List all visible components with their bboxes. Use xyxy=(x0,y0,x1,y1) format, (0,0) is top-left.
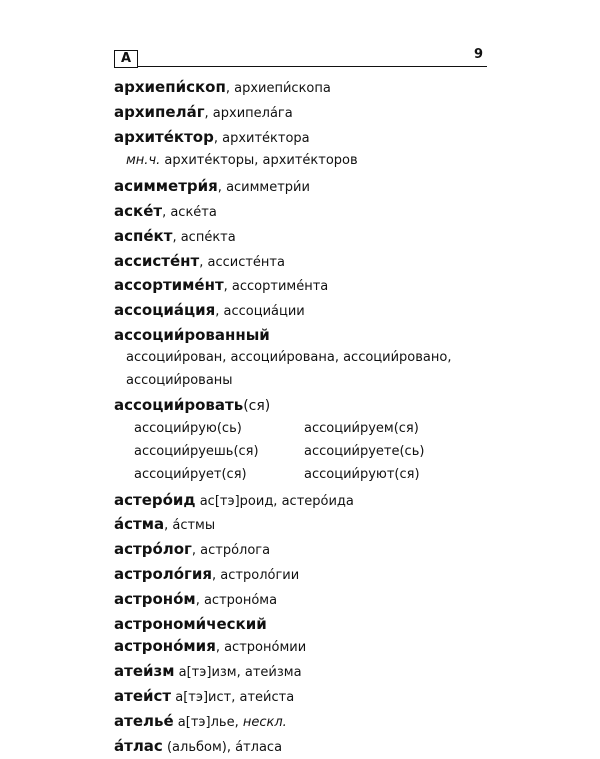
entry: астроло́гия, астроло́гии xyxy=(114,564,300,583)
forms: ассисте́нта xyxy=(207,254,285,270)
entry: асимметри́я, асимметри́и xyxy=(114,177,310,196)
headword: атеи́зм xyxy=(114,662,175,681)
forms: архипела́га xyxy=(212,105,293,121)
headword: архиепи́скоп xyxy=(114,78,226,96)
entry: ассоциа́ция, ассоциа́ции xyxy=(114,301,305,320)
forms: асимметри́и xyxy=(226,180,310,196)
section-letter-box: А xyxy=(114,50,138,68)
transcription: а[тэ]лье, xyxy=(177,714,239,730)
headword: асимметри́я xyxy=(114,177,218,196)
entry xyxy=(114,324,494,347)
forms: аске́та xyxy=(170,204,217,220)
forms: астроно́ма xyxy=(203,592,278,608)
headword: астеро́ид xyxy=(114,490,196,509)
conjugation-table xyxy=(114,418,494,486)
headword: а́стма xyxy=(114,515,165,534)
entry xyxy=(114,685,494,710)
headword: ассоции́рованный xyxy=(114,325,270,344)
entry xyxy=(114,710,494,735)
forms: а́тласа xyxy=(235,739,283,755)
page-number: 9 xyxy=(474,47,484,62)
entry: астроно́мия, астроно́мии xyxy=(114,637,307,656)
entry: аске́т, аске́та xyxy=(114,201,217,220)
entry xyxy=(114,735,494,759)
forms: архиепи́скопа xyxy=(234,81,331,96)
transcription: а[тэ]изм, xyxy=(178,665,241,681)
transcription: ас[тэ]роид, xyxy=(199,493,278,509)
headword: астро́лог xyxy=(114,540,192,559)
conjugation-form: ассоции́руем(ся) xyxy=(304,421,419,437)
headword: архипела́г xyxy=(114,102,205,121)
headword: ассоциа́ция xyxy=(114,301,216,320)
forms: а́стмы xyxy=(172,518,216,534)
conjugation-form: ассоции́руешь(ся) xyxy=(134,443,259,459)
headword: астроно́мия xyxy=(114,637,216,656)
headword: астроно́м xyxy=(114,589,196,608)
entry: ассисте́нт, ассисте́нта xyxy=(114,251,285,270)
forms: астеро́ида xyxy=(281,493,354,509)
gloss: (альбом), xyxy=(166,739,231,755)
headword: ассортиме́нт xyxy=(114,276,224,295)
headword: архите́ктор xyxy=(114,127,214,146)
plural-label: мн.ч. xyxy=(126,153,161,169)
headword: аспе́кт xyxy=(114,226,173,245)
forms: ассортиме́нта xyxy=(231,279,329,295)
forms: астроно́мии xyxy=(224,640,307,656)
forms-line: ассоции́рованы xyxy=(126,372,233,388)
forms: архите́ктора xyxy=(222,130,310,146)
grammar-note: нескл. xyxy=(242,714,287,730)
entry: архите́ктор, архите́ктора xyxy=(114,127,310,146)
entry: ассортиме́нт, ассортиме́нта xyxy=(114,276,329,295)
headword: ассоции́ровать xyxy=(114,396,244,415)
entry: аспе́кт, аспе́кта xyxy=(114,226,236,245)
transcription: а[тэ]ист, xyxy=(175,689,236,705)
conjugation-form: ассоции́рую(сь) xyxy=(134,421,242,437)
forms: ассоциа́ции xyxy=(223,304,305,320)
headword: а́тлас xyxy=(114,736,163,755)
forms: астро́лога xyxy=(200,543,271,559)
entry: астроно́м, астроно́ма xyxy=(114,589,278,608)
forms-line: ассоции́рован, ассоции́рована, ассоции́ровано, xyxy=(126,349,452,365)
plural-line xyxy=(114,150,494,173)
entry xyxy=(114,489,494,514)
entry xyxy=(114,394,494,418)
forms: атеи́ста xyxy=(239,689,295,705)
headword: атеи́ст xyxy=(114,686,172,705)
forms: астроло́гии xyxy=(220,567,300,583)
conjugation-form: ассоции́рует(ся) xyxy=(134,466,247,482)
entry xyxy=(114,613,494,636)
conjugation-form: ассоции́руют(ся) xyxy=(304,466,420,482)
conjugation-form: ассоции́руете(сь) xyxy=(304,443,425,459)
headword-suffix: (ся) xyxy=(243,398,271,415)
entry xyxy=(114,660,494,685)
entry: астро́лог, астро́лога xyxy=(114,540,271,559)
headword: ассисте́нт xyxy=(114,251,200,270)
entry: архипела́г, архипела́га xyxy=(114,102,293,121)
plural-forms: архите́кторы, архите́кторов xyxy=(164,153,358,169)
headword: астроло́гия xyxy=(114,564,213,583)
entry: а́стма, а́стмы xyxy=(114,515,216,534)
entry-list xyxy=(114,76,494,759)
forms: аспе́кта xyxy=(180,229,236,245)
header-rule xyxy=(137,66,487,67)
entry: архиепи́скоп, архиепи́скопа xyxy=(114,78,331,96)
headword: астрономи́ческий xyxy=(114,614,267,633)
headword: ателье́ xyxy=(114,711,174,730)
forms: атеи́зма xyxy=(244,665,302,681)
headword: аске́т xyxy=(114,201,163,220)
